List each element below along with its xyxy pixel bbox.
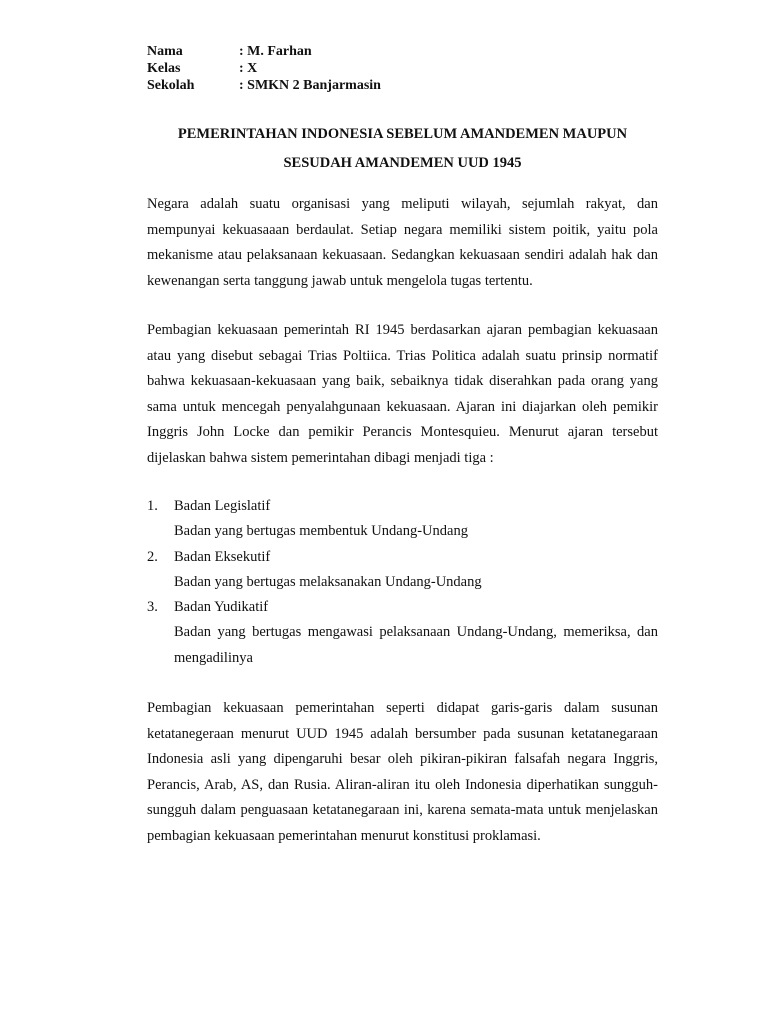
header-value: : M. Farhan: [239, 44, 312, 59]
list-item-desc: Badan yang bertugas mengawasi pelaksanaan Undang-Undang, memeriksa, dan mengadilinya: [174, 624, 658, 666]
list-item: [147, 494, 658, 545]
header-value: : X: [239, 61, 258, 76]
header-label: Kelas: [147, 61, 181, 76]
list-item: [147, 545, 658, 596]
header-row-kelas: [147, 60, 381, 77]
list-item-title: Badan Legislatif: [174, 498, 271, 514]
header-row-sekolah: [147, 77, 381, 94]
header-label: Sekolah: [147, 78, 195, 93]
paragraph-1: Negara adalah suatu organisasi yang meliputi wilayah, sejumlah rakyat, dan mempunyai kekuasaaan berdaulat. Setiap negara memiliki sistem poitik, yaitu pola mekanisme atau pelaksanaan kekuasaan. Sedangkan kekuasaan sendiri adalah hak dan kewenangan serta tanggung jawab untuk mengelola tugas tertentu.: [147, 196, 658, 289]
list-item-title: Badan Yudikatif: [174, 599, 269, 616]
list-item-desc: Badan yang bertugas membentuk Undang-Undang: [174, 523, 468, 540]
list-item-title: Badan Eksekutif: [174, 548, 271, 565]
list-number: 2.: [147, 548, 158, 565]
list-item-desc: Badan yang bertugas melaksanakan Undang-Undang: [174, 573, 482, 590]
identity-header: [147, 43, 381, 94]
power-list: [147, 494, 658, 671]
header-label: Nama: [147, 44, 183, 59]
list-item: [147, 595, 658, 671]
paragraph-3: Pembagian kekuasaan pemerintahan seperti didapat garis-garis dalam susunan ketatanegeraan menurut UUD 1945 adalah bersumber pada susunan ketatanegaraan Indonesia asli yang dipengaruhi besar oleh pikiran-pikiran falsafah negara Inggris, Perancis, Arab, AS, dan Rusia. Aliran-aliran itu oleh Indonesia diperhatikan sungguh-sungguh dalam penguasaan ketatanegaraan ini, karena semata-mata untuk menjelaskan pembagian kekuasaan pemerintahan menurut konstitusi proklamasi.: [147, 700, 658, 844]
title-line-2: SESUDAH AMANDEMEN UUD 1945: [283, 155, 522, 171]
list-number: 3.: [147, 599, 158, 616]
paragraph-2: Pembagian kekuasaan pemerintah RI 1945 berdasarkan ajaran pembagian kekuasaan atau yang disebut sebagai Trias Poltiica. Trias Politica adalah suatu prinsip normatif bahwa kekuasaan-kekuasaan yang baik, sebaiknya tidak diserahkan pada orang yang sama untuk mencegah penyalahgunaan kekuasaan. Ajaran ini diajarkan oleh pemikir Inggris John Locke dan pemikir Perancis Montesquieu. Menurut ajaran tersebut dijelaskan bahwa sistem pemerintahan dibagi menjadi tiga :: [147, 322, 658, 466]
header-row-nama: [147, 43, 381, 60]
title-line-1: PEMERINTAHAN INDONESIA SEBELUM AMANDEMEN MAUPUN: [177, 126, 628, 142]
list-number: 1.: [147, 498, 158, 514]
document-title: [147, 120, 658, 178]
header-value: : SMKN 2 Banjarmasin: [239, 78, 381, 93]
